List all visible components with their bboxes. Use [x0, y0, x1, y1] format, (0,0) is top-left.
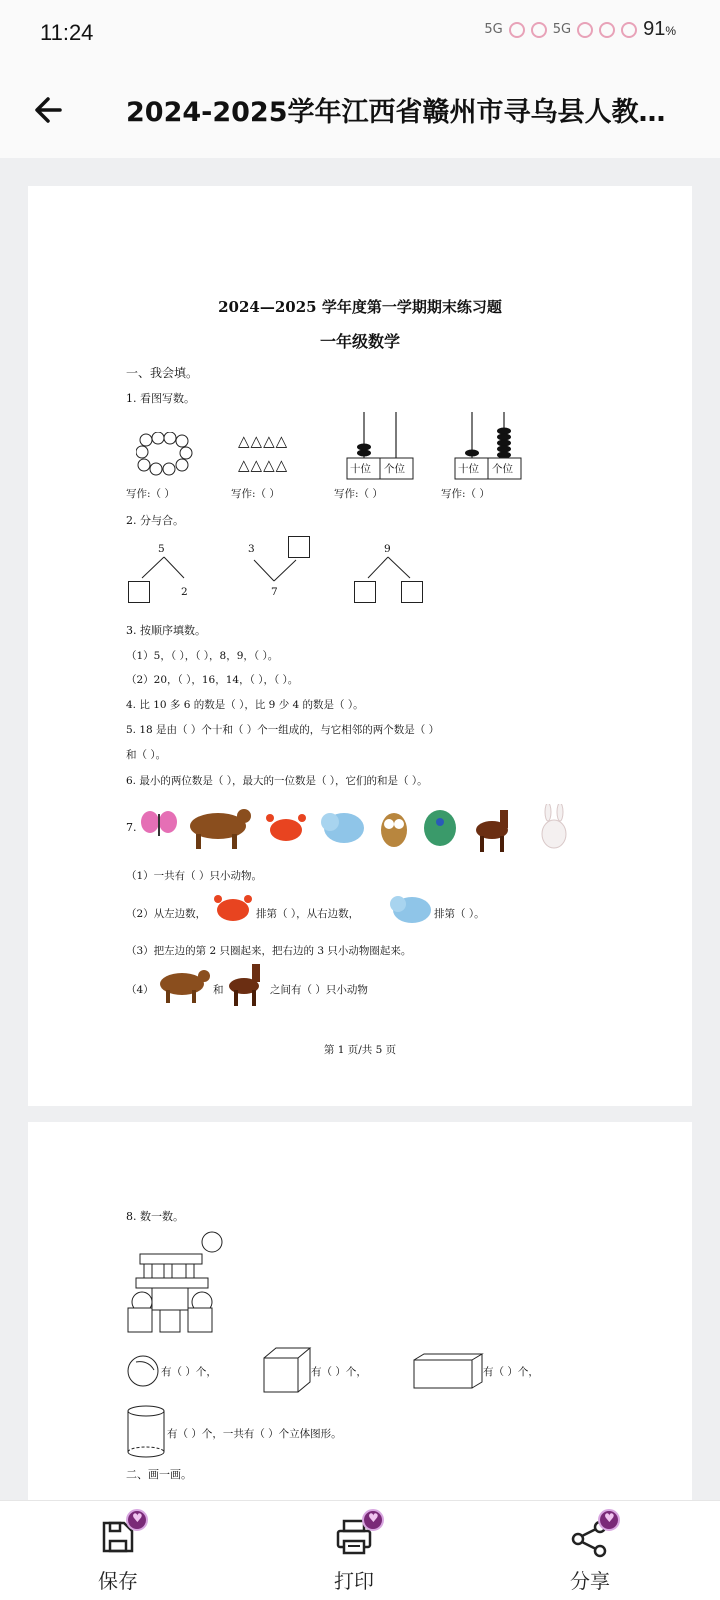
abacus-1-ones-label: 个位 [384, 463, 405, 475]
print-label: 打印 [334, 1569, 374, 1593]
vip-heart-badge-icon [362, 1509, 384, 1531]
write-blank-3: 写作:（ ） [334, 488, 383, 500]
cube-icon [262, 1346, 312, 1394]
write-blank-2: 写作:（ ） [231, 488, 280, 500]
question-7-3: （3）把左边的第 2 只圈起来，把右边的 3 只小动物圈起来。 [126, 945, 412, 957]
doc-subtitle: 一年级数学 [319, 332, 400, 351]
section-2-heading: 二、画一画。 [126, 1468, 192, 1481]
question-7-4-part-1: （4） [126, 984, 154, 996]
question-3: 3. 按顺序填数。 [126, 624, 206, 637]
split-1-box [128, 581, 150, 603]
split-2-lines [250, 558, 300, 583]
split-1-lines [138, 556, 188, 581]
save-icon [96, 1515, 140, 1559]
split-1-right: 2 [181, 586, 188, 598]
q8-cylinder-count: 有（ ）个，一共有（ ）个立体图形。 [167, 1428, 342, 1440]
vip-heart-badge-icon [126, 1509, 148, 1531]
abacus-1-tens-label: 十位 [350, 463, 371, 475]
decor-heart-icon [621, 22, 637, 38]
document-viewer[interactable] [0, 158, 720, 1500]
signal-icon: 5G [552, 22, 572, 37]
question-4: 4. 比 10 多 6 的数是（ ），比 9 少 4 的数是（ ）。 [126, 699, 364, 711]
triangles-row-2: △△△△ [238, 456, 289, 474]
save-button[interactable] [58, 1515, 178, 1594]
share-button[interactable] [530, 1515, 650, 1594]
triangles-row-1: △△△△ [238, 432, 289, 450]
print-icon [332, 1515, 376, 1559]
document-page-2 [28, 1122, 692, 1500]
horse-icon [476, 810, 508, 852]
question-8: 8. 数一数。 [126, 1210, 184, 1223]
cylinder-icon [126, 1404, 166, 1460]
doc-title: 2024—2025 学年度第一学期期末练习题 [218, 298, 502, 316]
page-title: 2024-2025学年江西省赣州市寻乌县人教… [126, 97, 666, 128]
butterfly-icon [141, 811, 177, 836]
split-2-left: 3 [248, 543, 255, 555]
split-3-box-right [401, 581, 423, 603]
question-7-2-part-1: （2）从左边数， [126, 908, 207, 920]
page-footer: 第 1 页/共 5 页 [323, 1044, 397, 1056]
status-time: 11:24 [40, 20, 94, 45]
q8-cuboid-count: 有（ ）个， [483, 1366, 539, 1378]
question-7-2-part-3: 排第（ ）。 [434, 908, 485, 920]
elephant-icon [321, 813, 364, 843]
horse-icon [226, 960, 268, 1008]
split-3-box-left [354, 581, 376, 603]
status-bar [0, 0, 720, 68]
abacus-2-tens-label: 十位 [458, 463, 479, 475]
question-6: 6. 最小的两位数是（ ），最大的一位数是（ ），它们的和是（ ）。 [126, 775, 428, 787]
document-page-1 [28, 186, 692, 1106]
cuboid-icon [412, 1352, 484, 1390]
print-button[interactable] [294, 1515, 414, 1594]
peacock-icon [424, 810, 456, 846]
ox-icon [190, 809, 251, 849]
circles-figure [136, 432, 194, 478]
question-1: 1. 看图写数。 [126, 392, 195, 405]
decor-heart-icon [531, 22, 547, 38]
owl-icon [381, 813, 407, 847]
stacked-solids-figure [124, 1230, 224, 1340]
elephant-icon [388, 892, 432, 924]
question-3-2: （2）20，（ ），16，14，（ ），（ ）。 [126, 674, 299, 686]
split-1-top: 5 [158, 543, 165, 555]
decor-heart-icon [509, 22, 525, 38]
app-bar [0, 68, 720, 158]
q8-cube-count: 有（ ）个， [311, 1366, 367, 1378]
question-3-1: （1）5，（ ），（ ），8，9，（ ）。 [126, 650, 279, 662]
battery-level: 91% [643, 18, 676, 40]
question-7: 7. [126, 821, 137, 834]
ox-icon [156, 966, 212, 1004]
abacus-2-ones-label: 个位 [492, 463, 513, 475]
split-3-top: 9 [384, 543, 391, 555]
rabbit-icon [542, 804, 566, 848]
question-7-4-part-2: 和 [213, 984, 224, 996]
split-2-bottom: 7 [271, 586, 278, 598]
decor-heart-icon [599, 22, 615, 38]
share-label: 分享 [570, 1569, 610, 1593]
share-icon [568, 1515, 612, 1559]
back-arrow-icon[interactable] [30, 90, 70, 130]
split-3-lines [364, 556, 414, 581]
question-7-2-part-2: 排第（ ），从右边数， [256, 908, 360, 920]
save-label: 保存 [98, 1569, 138, 1593]
signal-icon: 5G [484, 22, 503, 37]
question-7-1: （1）一共有（ ）只小动物。 [126, 870, 263, 882]
section-1-heading: 一、我会填。 [126, 366, 199, 380]
status-icons [484, 18, 676, 41]
decor-heart-icon [577, 22, 593, 38]
question-5-line-2: 和（ ）。 [126, 749, 167, 761]
split-2-box [288, 536, 310, 558]
vip-heart-badge-icon [598, 1509, 620, 1531]
sphere-icon [126, 1354, 160, 1388]
question-5-line-1: 5. 18 是由（ ）个十和（ ）个一组成的，与它相邻的两个数是（ ） [126, 724, 440, 736]
write-blank-1: 写作:（ ） [126, 488, 175, 500]
crab-icon [213, 892, 253, 924]
q8-sphere-count: 有（ ）个， [161, 1366, 217, 1378]
crab-icon [266, 814, 306, 841]
bottom-action-bar [0, 1500, 720, 1600]
question-7-4-part-3: 之间有（ ）只小动物 [270, 984, 368, 996]
write-blank-4: 写作:（ ） [441, 488, 490, 500]
question-2: 2. 分与合。 [126, 514, 184, 527]
animals-row [140, 804, 580, 856]
